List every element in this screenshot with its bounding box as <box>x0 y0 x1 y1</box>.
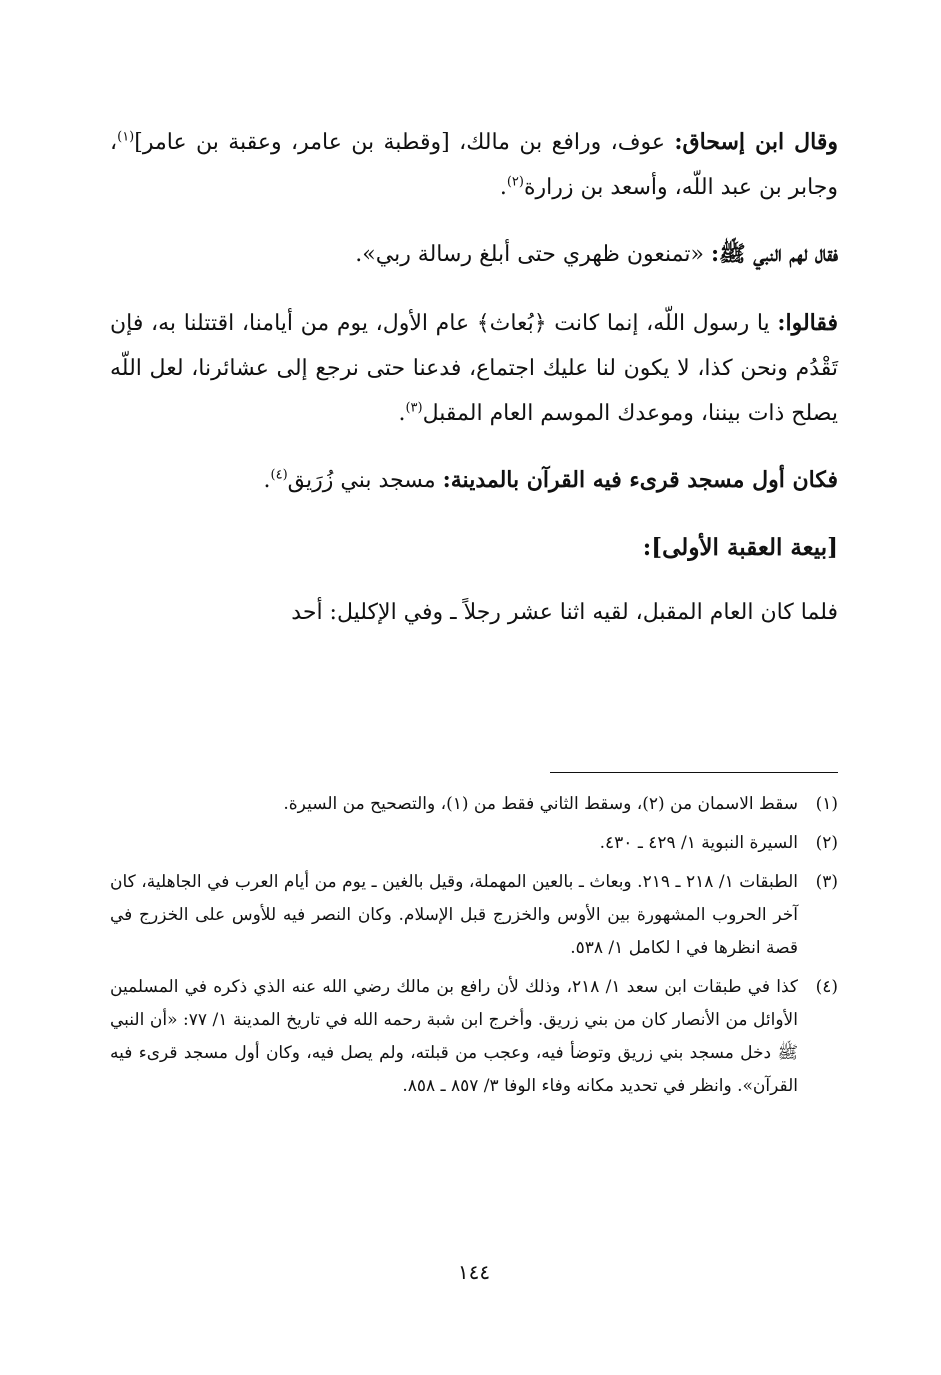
paragraph-text: . <box>263 468 271 493</box>
paragraph-text: . <box>499 175 507 200</box>
footnote-ref-3[interactable]: (٣) <box>405 400 423 416</box>
paragraph-text: مسجد بني زُرَيق <box>287 468 443 493</box>
footnote-text: السيرة النبوية ١/ ٤٢٩ ـ ٤٣٠. <box>599 833 798 853</box>
footnote-2 <box>110 827 838 860</box>
paragraph-first-mosque <box>110 458 838 503</box>
footnote-ref-1[interactable]: (١) <box>117 129 135 145</box>
paragraph-lead: وقال ابن إسحاق: <box>674 129 838 155</box>
paragraph-ibn-ishaq <box>110 120 838 210</box>
section-heading: [بيعة العقبة الأولى]: <box>642 534 838 561</box>
paragraph-text: ، وجابر بن عبد اللّه، وأسعد بن زرارة <box>110 130 838 200</box>
footnote-4 <box>110 971 838 1103</box>
footnote-number: (١) <box>815 794 838 814</box>
footnote-number: (٣) <box>815 872 838 892</box>
page-number: ١٤٤ <box>457 1260 491 1284</box>
paragraph-lead: فقال لهم النبي ﷺ: <box>710 241 838 267</box>
paragraph-text: يا رسول اللّه، إنما كانت ﴿بُعاث﴾ عام الأول، يوم من أيامنا، اقتتلنا به، فإن تَقْدُم ونحن كذا، لا يكون لنا عليك اجتماع، فدعنا حتى نرجع إلى عشائرنا، لعل اللّه يصلح ذات بيننا، وموعدك الموسم العام المقبل <box>110 311 838 426</box>
footnotes <box>110 788 838 1109</box>
paragraph-prophet-said <box>110 232 838 277</box>
footnote-text: الطبقات ١/ ٢١٨ ـ ٢١٩. وبعاث ـ بالعين المهملة، وقيل بالغين ـ يوم من أيام العرب في الجاهلية، كان آخر الحروب المشهورة بين الأوس والخزرج قبل الإسلام. وكان النصر فيه للأوس على الخزرج في قصة انظرها في ا لكامل ١/ ٥٣٨. <box>110 872 798 958</box>
paragraph-text: . <box>398 401 406 426</box>
footnote-3 <box>110 866 838 965</box>
footnote-number: (٢) <box>815 833 838 853</box>
paragraph-last-line: فلما كان العام المقبل، لقيه اثنا عشر رجلاً ـ وفي الإكليل: أحد <box>291 600 838 625</box>
footnote-text: سقط الاسمان من (٢)، وسقط الثاني فقط من (١)، والتصحيح من السيرة. <box>283 794 798 814</box>
footnote-ref-2[interactable]: (٢) <box>506 174 524 190</box>
paragraph-lead: فقالوا: <box>777 310 838 336</box>
paragraph-they-said <box>110 301 838 436</box>
footnote-divider <box>550 772 838 773</box>
paragraph-lead: فكان أول مسجد قرىء فيه القرآن بالمدينة: <box>442 467 838 493</box>
footnote-1 <box>110 788 838 821</box>
footnote-text: كذا في طبقات ابن سعد ١/ ٢١٨، وذلك لأن رافع بن مالك رضي الله عنه الذي ذكره في المسلمين الأوائل من الأنصار كان من بني زريق. وأخرج ابن شبة رحمه الله في تاريخ المدينة ١/ ٧٧: «أن النبي ﷺ دخل مسجد بني زريق وتوضأ فيه، وعجب من قبلته، ولم يصل فيه، وكان أول مسجد قرىء فيه القرآن». وانظر في تحديد مكانه وفاء الوفا ٣/ ٨٥٧ ـ ٨٥٨. <box>110 977 798 1096</box>
footnote-ref-4[interactable]: (٤) <box>270 467 288 483</box>
footnote-number: (٤) <box>815 977 838 997</box>
paragraph-text: عوف، ورافع بن مالك، [وقطبة بن عامر، وعقبة بن عامر] <box>134 130 675 155</box>
paragraph-text: «تمنعون ظهري حتى أبلغ رسالة ربي». <box>355 242 711 267</box>
page-content <box>110 120 838 1300</box>
